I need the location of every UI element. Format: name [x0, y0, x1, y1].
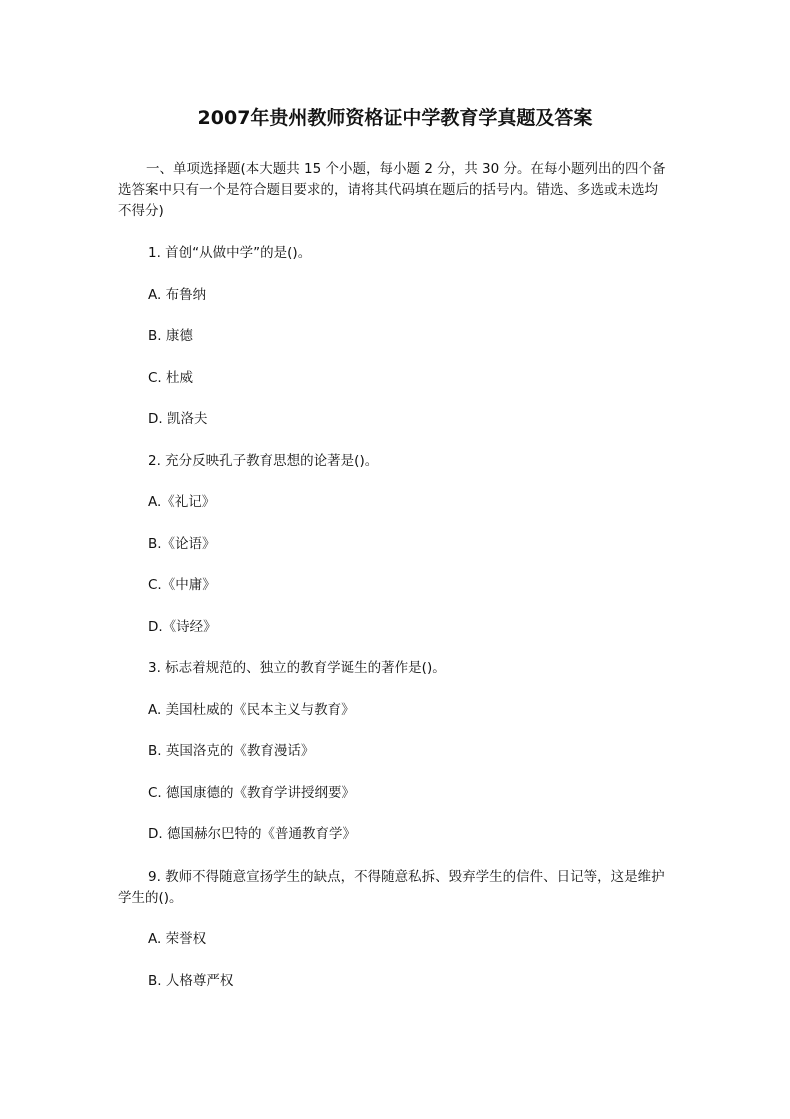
question-9-option-a: A. 荣誉权 [148, 931, 207, 947]
question-1-option-c: C. 杜威 [148, 370, 194, 386]
question-1-option-b: B. 康德 [148, 328, 193, 344]
section-instructions: 一、单项选择题(本大题共 15 个小题，每小题 2 分，共 30 分。在每小题列出的四个备选答案中只有一个是符合题目要求的，请将其代码填在题后的括号内。错选、多选或未选均不得分) [118, 161, 666, 219]
question-2-option-b: B.《论语》 [148, 536, 216, 552]
question-3-option-d: D. 德国赫尔巴特的《普通教育学》 [148, 826, 356, 842]
question-2-option-c: C.《中庸》 [148, 577, 216, 593]
question-9-option-b: B. 人格尊严权 [148, 973, 234, 989]
question-3-option-a: A. 美国杜威的《民本主义与教育》 [148, 702, 355, 718]
question-3-option-c: C. 德国康德的《教育学讲授纲要》 [148, 785, 356, 801]
question-2-stem: 2. 充分反映孔子教育思想的论著是()。 [148, 453, 379, 469]
question-2-option-a: A.《礼记》 [148, 494, 216, 510]
question-1-option-a: A. 布鲁纳 [148, 287, 207, 303]
document-title: 2007年贵州教师资格证中学教育学真题及答案 [197, 107, 593, 129]
question-3-option-b: B. 英国洛克的《教育漫话》 [148, 743, 315, 759]
question-1-option-d: D. 凯洛夫 [148, 411, 208, 427]
question-3-stem: 3. 标志着规范的、独立的教育学诞生的著作是()。 [148, 660, 446, 676]
question-9-stem: 9. 教师不得随意宣扬学生的缺点，不得随意私拆、毁弃学生的信件、日记等，这是维护学生的()。 [118, 869, 665, 906]
question-2-option-d: D.《诗经》 [148, 619, 217, 635]
question-1-stem: 1. 首创“从做中学”的是()。 [148, 245, 312, 261]
